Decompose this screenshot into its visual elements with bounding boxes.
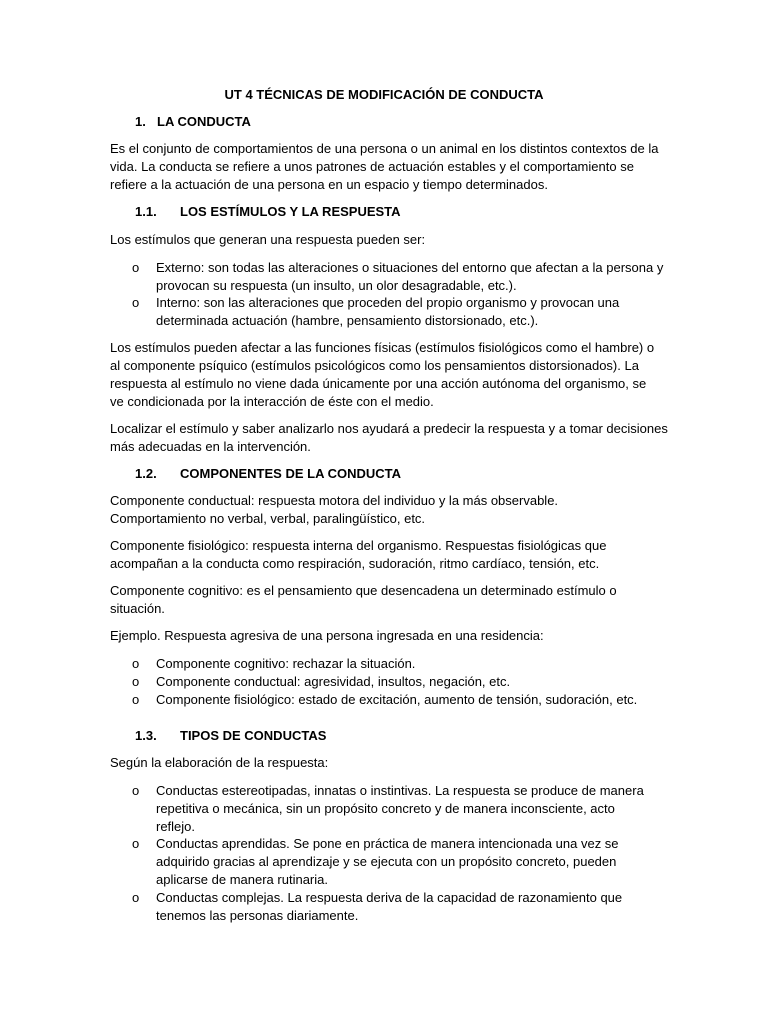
bullet-icon: o bbox=[132, 295, 140, 310]
paragraph-line: Es el conjunto de comportamientos de una persona o un animal en los distintos contextos de la bbox=[110, 141, 659, 156]
paragraph-line: situación. bbox=[110, 601, 165, 616]
list-item-line: reflejo. bbox=[156, 819, 196, 834]
list-item-line: Conductas aprendidas. Se pone en práctica de manera intencionada una vez se bbox=[156, 836, 619, 851]
list-item-line: Componente conductual: agresividad, insultos, negación, etc. bbox=[156, 674, 511, 689]
paragraph-line: Localizar el estímulo y saber analizarlo nos ayudará a predecir la respuesta y a tomar decisiones bbox=[110, 421, 668, 436]
paragraph-line: Ejemplo. Respuesta agresiva de una persona ingresada en una residencia: bbox=[110, 628, 544, 643]
list-item-line: Interno: son las alteraciones que proceden del propio organismo y provocan una bbox=[156, 295, 620, 310]
bullet-icon: o bbox=[132, 656, 140, 671]
list-item-line: Componente fisiológico: estado de excitación, aumento de tensión, sudoración, etc. bbox=[156, 692, 638, 707]
section-1-heading: LA CONDUCTA bbox=[157, 114, 251, 129]
paragraph-line: Comportamiento no verbal, verbal, paralingüístico, etc. bbox=[110, 511, 426, 526]
list-item-line: tenemos las personas diariamente. bbox=[156, 908, 359, 923]
list-item-line: aplicarse de manera rutinaria. bbox=[156, 872, 328, 887]
paragraph-line: más adecuadas en la intervención. bbox=[110, 439, 311, 454]
document-title: UT 4 TÉCNICAS DE MODIFICACIÓN DE CONDUCTA bbox=[224, 87, 544, 102]
section-1-1-number: 1.1. bbox=[135, 204, 157, 219]
section-1-2-heading: COMPONENTES DE LA CONDUCTA bbox=[180, 466, 401, 481]
paragraph-line: ve condicionada por la interacción de éste con el medio. bbox=[110, 394, 434, 409]
list-item-line: determinada actuación (hambre, pensamiento distorsionado, etc.). bbox=[156, 313, 539, 328]
bullet-icon: o bbox=[132, 783, 140, 798]
list-item-line: Conductas estereotipadas, innatas o instintivas. La respuesta se produce de manera bbox=[156, 783, 644, 798]
paragraph-line: Componente cognitivo: es el pensamiento que desencadena un determinado estímulo o bbox=[110, 583, 617, 598]
paragraph-line: Los estímulos pueden afectar a las funciones físicas (estímulos fisiológicos como el hambre) o bbox=[110, 340, 655, 355]
list-item-line: adquirido gracias al aprendizaje y se ejecuta con un propósito concreto, pueden bbox=[156, 854, 617, 869]
section-1-3-heading: TIPOS DE CONDUCTAS bbox=[180, 728, 327, 743]
section-1-number: 1. bbox=[135, 114, 146, 129]
bullet-icon: o bbox=[132, 692, 140, 707]
paragraph-line: al componente psíquico (estímulos psicológicos como los pensamientos distorsionados). La bbox=[110, 358, 639, 373]
paragraph-line: respuesta al estímulo no viene dada únicamente por una acción autónoma del organismo, se bbox=[110, 376, 647, 391]
bullet-icon: o bbox=[132, 836, 140, 851]
paragraph-line: vida. La conducta se refiere a unos patrones de actuación estables y el comportamiento se bbox=[110, 159, 634, 174]
bullet-icon: o bbox=[132, 674, 140, 689]
list-item-line: Conductas complejas. La respuesta deriva de la capacidad de razonamiento que bbox=[156, 890, 623, 905]
list-item-line: Componente cognitivo: rechazar la situación. bbox=[156, 656, 416, 671]
list-item-line: Externo: son todas las alteraciones o situaciones del entorno que afectan a la persona y bbox=[156, 260, 664, 275]
paragraph-line: refiere a la actuación de una persona en un espacio y tiempo determinados. bbox=[110, 177, 548, 192]
bullet-icon: o bbox=[132, 260, 140, 275]
paragraph-line: acompañan a la conducta como respiración, sudoración, ritmo cardíaco, tensión, etc. bbox=[110, 556, 600, 571]
paragraph-line: Los estímulos que generan una respuesta pueden ser: bbox=[110, 232, 426, 247]
list-item-line: provocan su respuesta (un insulto, un olor desagradable, etc.). bbox=[156, 278, 517, 293]
section-1-3-number: 1.3. bbox=[135, 728, 157, 743]
section-1-2-number: 1.2. bbox=[135, 466, 157, 481]
paragraph-line: Componente conductual: respuesta motora del individuo y la más observable. bbox=[110, 493, 559, 508]
bullet-icon: o bbox=[132, 890, 140, 905]
list-item-line: repetitiva o mecánica, sin un propósito concreto y de manera inconsciente, acto bbox=[156, 801, 615, 816]
paragraph-line: Según la elaboración de la respuesta: bbox=[110, 755, 329, 770]
paragraph-line: Componente fisiológico: respuesta interna del organismo. Respuestas fisiológicas que bbox=[110, 538, 607, 553]
section-1-1-heading: LOS ESTÍMULOS Y LA RESPUESTA bbox=[180, 204, 401, 219]
